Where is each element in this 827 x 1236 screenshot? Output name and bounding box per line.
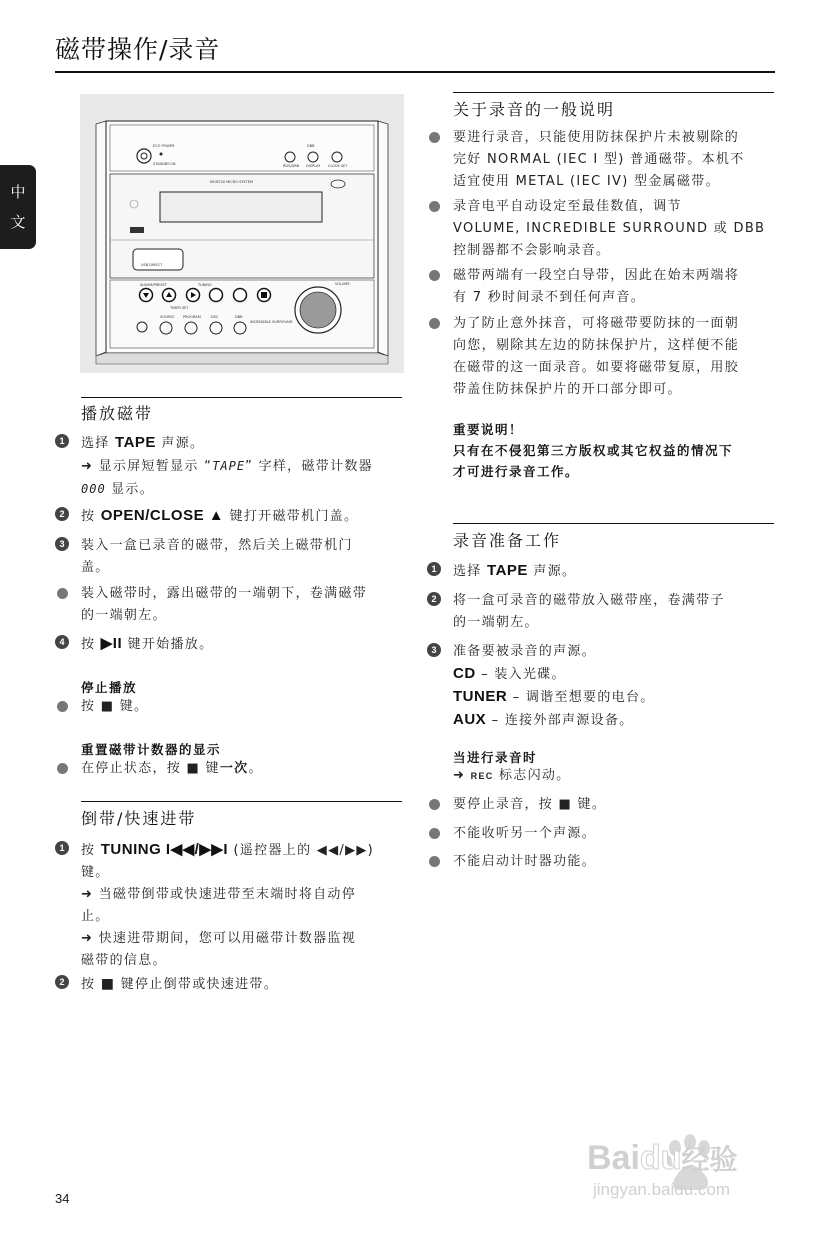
baidu-watermark bbox=[587, 1128, 777, 1220]
bullet-text: 按 ■ 键。 bbox=[81, 699, 149, 714]
step-text: 选择 bbox=[453, 564, 482, 579]
bullet-text: 录音电平自动设定至最佳数值，调节 bbox=[453, 199, 682, 214]
bullet-text: 。 bbox=[248, 761, 263, 776]
note-text: ” 字样，磁带计数器 bbox=[245, 459, 373, 474]
bullet-dot bbox=[429, 201, 440, 212]
program-label: PROGRAM bbox=[183, 315, 201, 319]
step-text: 按 bbox=[81, 509, 96, 524]
counter-lcd: 000 bbox=[81, 482, 106, 496]
surround-label: INCREDIBLE SURROUND bbox=[250, 320, 293, 324]
bullet-dot bbox=[429, 270, 440, 281]
bullet-dot bbox=[57, 763, 68, 774]
tuner-key: TUNER bbox=[453, 688, 508, 705]
volume-knob bbox=[300, 292, 336, 328]
language-tab-char-1: 中 bbox=[10, 183, 26, 201]
model-label: MCM720 MICRO SYSTEM bbox=[210, 180, 254, 184]
usb-label: USB DIRECT bbox=[141, 263, 163, 267]
watermark-bai: Bai bbox=[587, 1139, 640, 1177]
left-side-panel bbox=[96, 121, 106, 356]
play-pause-key: ▶II bbox=[100, 635, 123, 652]
bullet-text: VOLUME, INCREDIBLE SURROUND 或 DBB bbox=[453, 221, 766, 236]
step-text: 键开始播放。 bbox=[127, 637, 214, 652]
step-text: 将一盒可录音的磁带放入磁带座，卷满带子 bbox=[453, 593, 725, 608]
step-number: 1 bbox=[55, 434, 69, 448]
step-text: 键停止倒带或快速进带。 bbox=[120, 977, 279, 992]
tape-key: TAPE bbox=[115, 434, 156, 451]
bullet-dot bbox=[429, 828, 440, 839]
step-text: 选择 bbox=[81, 436, 110, 451]
step-text: 按 bbox=[81, 843, 96, 858]
note-text: 磁带的信息。 bbox=[81, 953, 167, 968]
bullet-dot bbox=[429, 799, 440, 810]
eco-power-label: ECO POWER bbox=[153, 144, 175, 148]
tuning-label: TUNING bbox=[198, 283, 212, 287]
step-text: 的一端朝左。 bbox=[453, 615, 539, 630]
step-number: 2 bbox=[55, 507, 69, 521]
title-rule bbox=[55, 71, 775, 73]
step-text: 声源。 bbox=[533, 564, 577, 579]
rds-label: RDS/DBB bbox=[283, 164, 300, 168]
rewind-heading: 倒带/快速进带 bbox=[81, 809, 197, 828]
tape-key: TAPE bbox=[487, 562, 528, 579]
bullet-text: 不能启动计时器功能。 bbox=[453, 854, 597, 869]
stop-key: ■ bbox=[100, 976, 116, 992]
dbb-top-label: DBB bbox=[307, 144, 315, 148]
general-rule bbox=[453, 92, 774, 93]
watermark-url: jingyan.baidu.com bbox=[593, 1180, 731, 1199]
bullet-dot bbox=[429, 132, 440, 143]
important-note bbox=[453, 440, 733, 482]
rec-indicator: REC bbox=[470, 771, 494, 781]
step-text: – 连接外部声源设备。 bbox=[491, 713, 634, 728]
right-side-panel bbox=[378, 121, 388, 356]
step-text: 准备要被录音的声源。 bbox=[453, 644, 597, 659]
watermark-brand bbox=[587, 1138, 737, 1178]
step-text: 盖。 bbox=[81, 560, 110, 575]
aux-key: AUX bbox=[453, 711, 487, 728]
step-text: (遥控器上的 ◀◀/▶▶) bbox=[233, 843, 375, 858]
step-text: 键。 bbox=[81, 865, 110, 880]
note-text: 止。 bbox=[81, 909, 110, 924]
open-close-key: OPEN/CLOSE ▲ bbox=[100, 507, 225, 524]
step-text: – 调谐至想要的电台。 bbox=[512, 690, 655, 705]
general-heading: 关于录音的一般说明 bbox=[453, 100, 616, 119]
rewind-rule bbox=[81, 801, 402, 802]
note-text: 标志闪动。 bbox=[498, 768, 571, 783]
bullet-dot bbox=[429, 856, 440, 867]
watermark-du: du bbox=[639, 1139, 682, 1177]
prep-rule bbox=[453, 523, 774, 524]
watermark-jingyan: 经验 bbox=[681, 1144, 738, 1175]
bullet-text: 装入磁带时，露出磁带的一端朝下，卷满磁带 bbox=[81, 586, 368, 601]
bullet-text: 的一端朝左。 bbox=[81, 608, 167, 623]
step-number: 2 bbox=[427, 592, 441, 606]
note-text: 显示。 bbox=[105, 482, 155, 497]
step-text: 按 bbox=[81, 977, 96, 992]
step-number: 4 bbox=[55, 635, 69, 649]
standby-label: STANDBY-ON bbox=[153, 162, 176, 166]
page-number: 34 bbox=[55, 1191, 70, 1206]
tuning-key: TUNING I◀◀/▶▶I bbox=[100, 841, 229, 858]
bullet-text: 不能收听另一个声源。 bbox=[453, 826, 597, 841]
step-number: 1 bbox=[427, 562, 441, 576]
reset-heading: 重置磁带计数器的显示 bbox=[81, 742, 222, 757]
language-tab-char-2: 文 bbox=[10, 213, 26, 231]
recording-heading: 当进行录音时 bbox=[453, 750, 538, 765]
step-number: 3 bbox=[427, 643, 441, 657]
important-text: 才可进行录音工作。 bbox=[453, 464, 580, 479]
step-number: 1 bbox=[55, 841, 69, 855]
timer-set-label: TIMER SET bbox=[170, 306, 189, 310]
step-text: 装入一盒已录音的磁带，然后关上磁带机门 bbox=[81, 538, 353, 553]
dbb-label: DBB bbox=[235, 315, 243, 319]
stop-icon bbox=[261, 292, 267, 298]
bullet-text: 适宜使用 METAL (IEC IV) 型金属磁带。 bbox=[453, 174, 720, 189]
bullet-text: 要进行录音，只能使用防抹保护片未被剔除的 bbox=[453, 130, 740, 145]
page-title: 磁带操作/录音 bbox=[55, 35, 221, 64]
stop-heading: 停止播放 bbox=[81, 680, 138, 695]
bullet-text: 控制器都不会影响录音。 bbox=[453, 243, 611, 258]
emphasis-text: 一次 bbox=[219, 761, 249, 776]
bullet-text: 完好 NORMAL (IEC I 型) 普通磁带。本机不 bbox=[453, 152, 745, 167]
playback-rule bbox=[81, 397, 402, 398]
display-window bbox=[160, 192, 322, 222]
bullet-text: 在停止状态，按 ■ 键 bbox=[81, 761, 220, 776]
bullet-text: 有 7 秒时间录不到任何声音。 bbox=[453, 290, 646, 305]
step-number: 2 bbox=[55, 975, 69, 989]
dsc-label: DSC bbox=[211, 315, 219, 319]
language-tab bbox=[0, 165, 36, 249]
bullet-text: 带盖住防抹保护片的开口部分即可。 bbox=[453, 382, 682, 397]
step-text: 按 bbox=[81, 637, 96, 652]
bullet-text: 为了防止意外抹音，可将磁带要防抹的一面朝 bbox=[453, 316, 740, 331]
clock-set-label: CLOCK SET bbox=[328, 164, 348, 168]
source-label: SOURCE bbox=[160, 315, 175, 319]
bullet-dot bbox=[57, 701, 68, 712]
playback-heading: 播放磁带 bbox=[81, 404, 154, 423]
step-text: 键打开磁带机门盖。 bbox=[229, 509, 359, 524]
step-text: – 装入光碟。 bbox=[481, 667, 566, 682]
note-text: ➜ 当磁带倒带或快速进带至末端时将自动停 bbox=[81, 887, 357, 902]
device-illustration bbox=[80, 94, 404, 373]
standby-led bbox=[160, 153, 163, 156]
recording-note bbox=[453, 765, 571, 787]
step-text: 声源。 bbox=[161, 436, 205, 451]
volume-label: VOLUME bbox=[335, 282, 350, 286]
bullet-dot bbox=[429, 318, 440, 329]
device-drawing bbox=[80, 94, 404, 373]
important-heading: 重要说明！ bbox=[453, 422, 524, 437]
note-text: ➜ 快速进带期间，您可以用磁带计数器监视 bbox=[81, 931, 357, 946]
prep-heading: 录音准备工作 bbox=[453, 531, 562, 550]
bullet-text: 在磁带的这一面录音。如要将磁带复原，用胶 bbox=[453, 360, 740, 375]
bullet-dot bbox=[57, 588, 68, 599]
bullet-text: 向您，剔除其左边的防抹保护片，这样便不能 bbox=[453, 338, 740, 353]
display-label: DISPLAY bbox=[306, 164, 321, 168]
next-button bbox=[234, 289, 247, 302]
base-shadow bbox=[96, 353, 388, 364]
step-number: 3 bbox=[55, 537, 69, 551]
bullet-text: 磁带两端有一段空白导带，因此在始末两端将 bbox=[453, 268, 740, 283]
prev-button bbox=[210, 289, 223, 302]
arrow-icon: ➜ bbox=[453, 768, 466, 783]
cd-key: CD bbox=[453, 665, 476, 682]
album-preset-label: ALBUM/PRESET bbox=[140, 283, 167, 287]
note-text: ➜ 显示屏短暂显示 “ bbox=[81, 459, 213, 474]
important-text: 只有在不侵犯第三方版权或其它权益的情况下 bbox=[453, 443, 734, 458]
bullet-text: 要停止录音，按 ■ 键。 bbox=[453, 797, 607, 812]
lcd-text: TAPE bbox=[212, 459, 246, 473]
mp3-badge bbox=[130, 227, 144, 233]
